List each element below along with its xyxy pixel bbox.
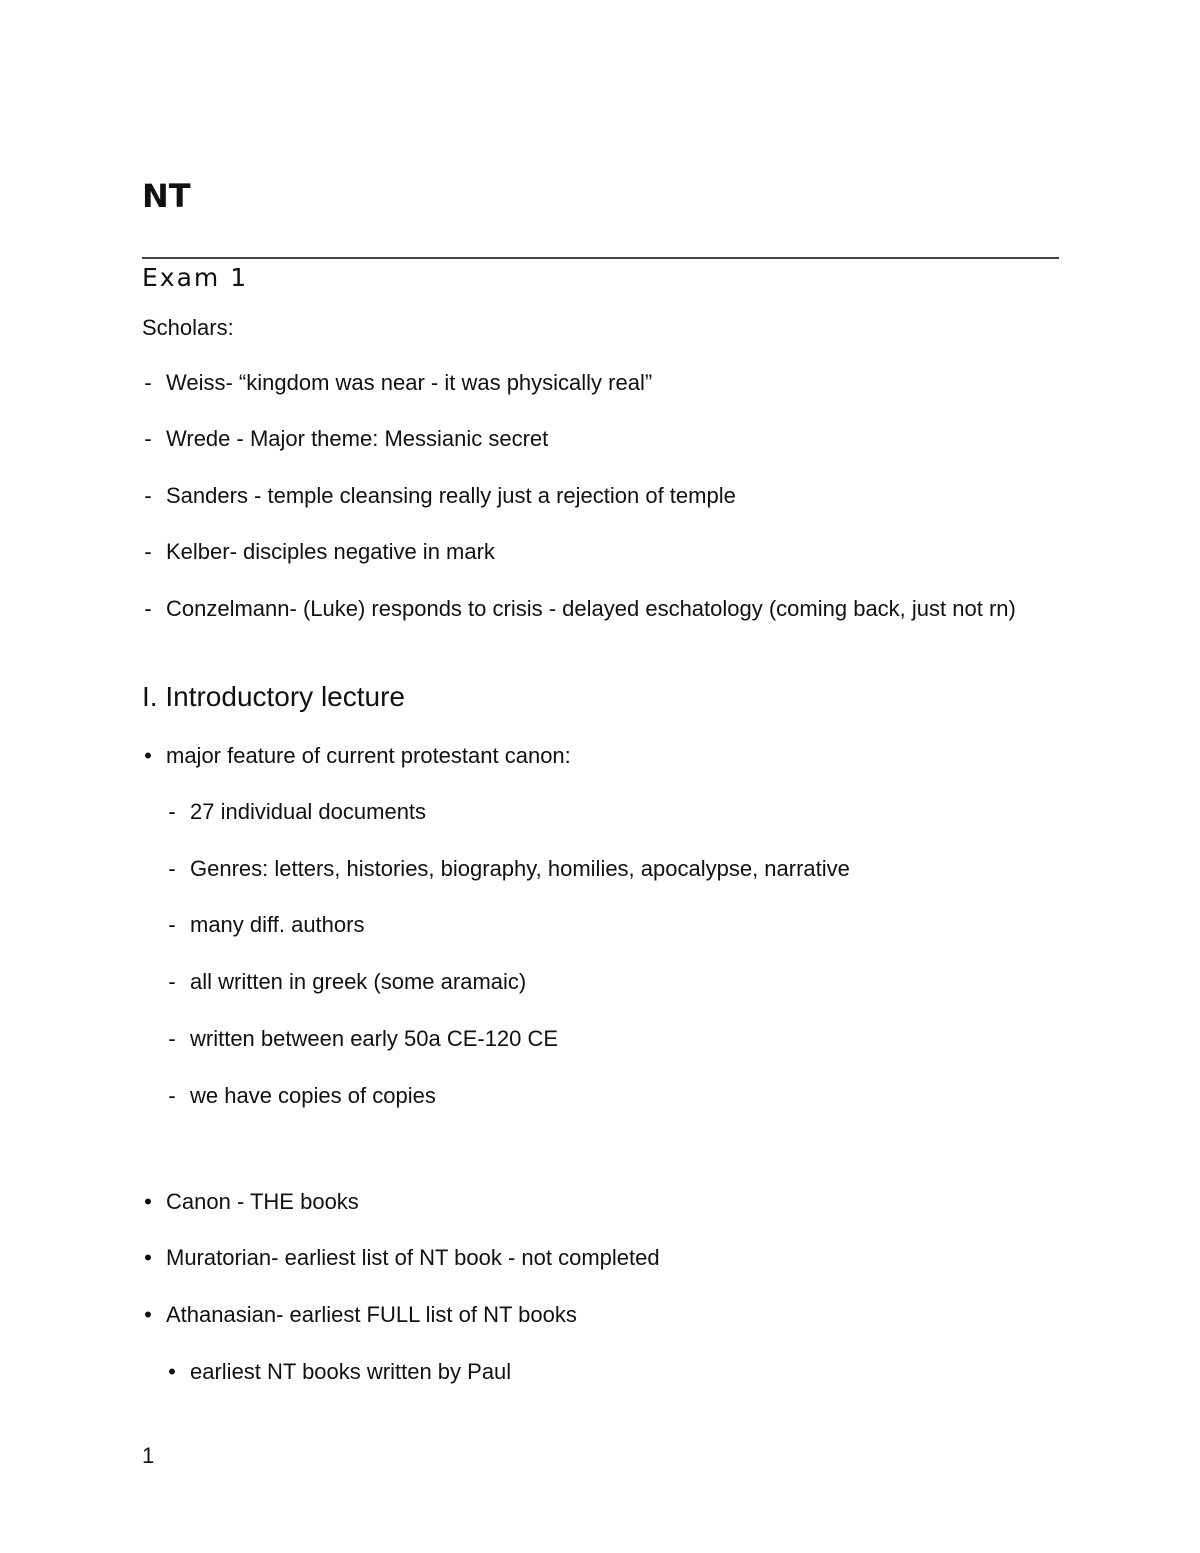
dash-marker: - (168, 969, 176, 994)
list-item-text: Muratorian- earliest list of NT book - not completed (166, 1245, 660, 1270)
list-item-text: Kelber- disciples negative in mark (166, 539, 495, 564)
list-item-text: all written in greek (some aramaic) (190, 969, 527, 994)
list-item-text: Athanasian- earliest FULL list of NT books (166, 1302, 577, 1327)
list-item (142, 591, 1042, 627)
dash-marker: - (168, 799, 176, 824)
list-item (166, 1078, 1046, 1114)
list-item (142, 478, 1022, 514)
document-title: NT (142, 177, 191, 215)
list-item (142, 1297, 1022, 1333)
dash-marker: - (144, 426, 152, 451)
list-item (142, 1184, 1022, 1220)
list-item (142, 1240, 1022, 1276)
section-heading: Exam 1 (142, 263, 249, 292)
list-item-text: we have copies of copies (190, 1083, 436, 1108)
dash-marker: - (144, 596, 152, 621)
list-item (142, 738, 1022, 774)
title-divider (142, 257, 1059, 259)
list-item (166, 851, 1046, 887)
dash-marker: - (168, 1083, 176, 1108)
list-item (166, 794, 1046, 830)
bullet-marker: • (144, 1302, 152, 1327)
list-item (142, 365, 1022, 401)
page-number: 1 (142, 1443, 155, 1468)
dash-marker: - (144, 370, 152, 395)
list-item-text: Canon - THE books (166, 1189, 359, 1214)
list-item-text: Conzelmann- (Luke) responds to crisis - delayed eschatology (coming back, just not rn) (166, 596, 1016, 621)
bullet-marker: • (144, 1189, 152, 1214)
bullet-marker: • (144, 743, 152, 768)
list-item (166, 964, 1046, 1000)
list-item-text: written between early 50a CE-120 CE (190, 1026, 559, 1051)
list-item-text: earliest NT books written by Paul (190, 1359, 512, 1384)
dash-marker: - (144, 483, 152, 508)
list-item (142, 534, 1022, 570)
bullet-marker: • (168, 1359, 176, 1384)
dash-marker: - (144, 539, 152, 564)
dash-marker: - (168, 1026, 176, 1051)
list-item (166, 1354, 1046, 1390)
lecture-heading: I. Introductory lecture (142, 681, 406, 712)
list-item-text: major feature of current protestant canon: (166, 743, 571, 768)
list-item (166, 1021, 1046, 1057)
list-item (142, 421, 1022, 457)
dash-marker: - (168, 912, 176, 937)
scholars-label: Scholars: (142, 315, 234, 340)
list-item-text: Sanders - temple cleansing really just a rejection of temple (166, 483, 736, 508)
list-item-text: Wrede - Major theme: Messianic secret (166, 426, 549, 451)
list-item (166, 907, 1046, 943)
list-item-text: Weiss- “kingdom was near - it was physically real” (166, 370, 653, 395)
list-item-text: many diff. authors (190, 912, 365, 937)
list-item-text: 27 individual documents (190, 799, 427, 824)
bullet-marker: • (144, 1245, 152, 1270)
dash-marker: - (168, 856, 176, 881)
list-item-text: Genres: letters, histories, biography, homilies, apocalypse, narrative (190, 856, 850, 881)
